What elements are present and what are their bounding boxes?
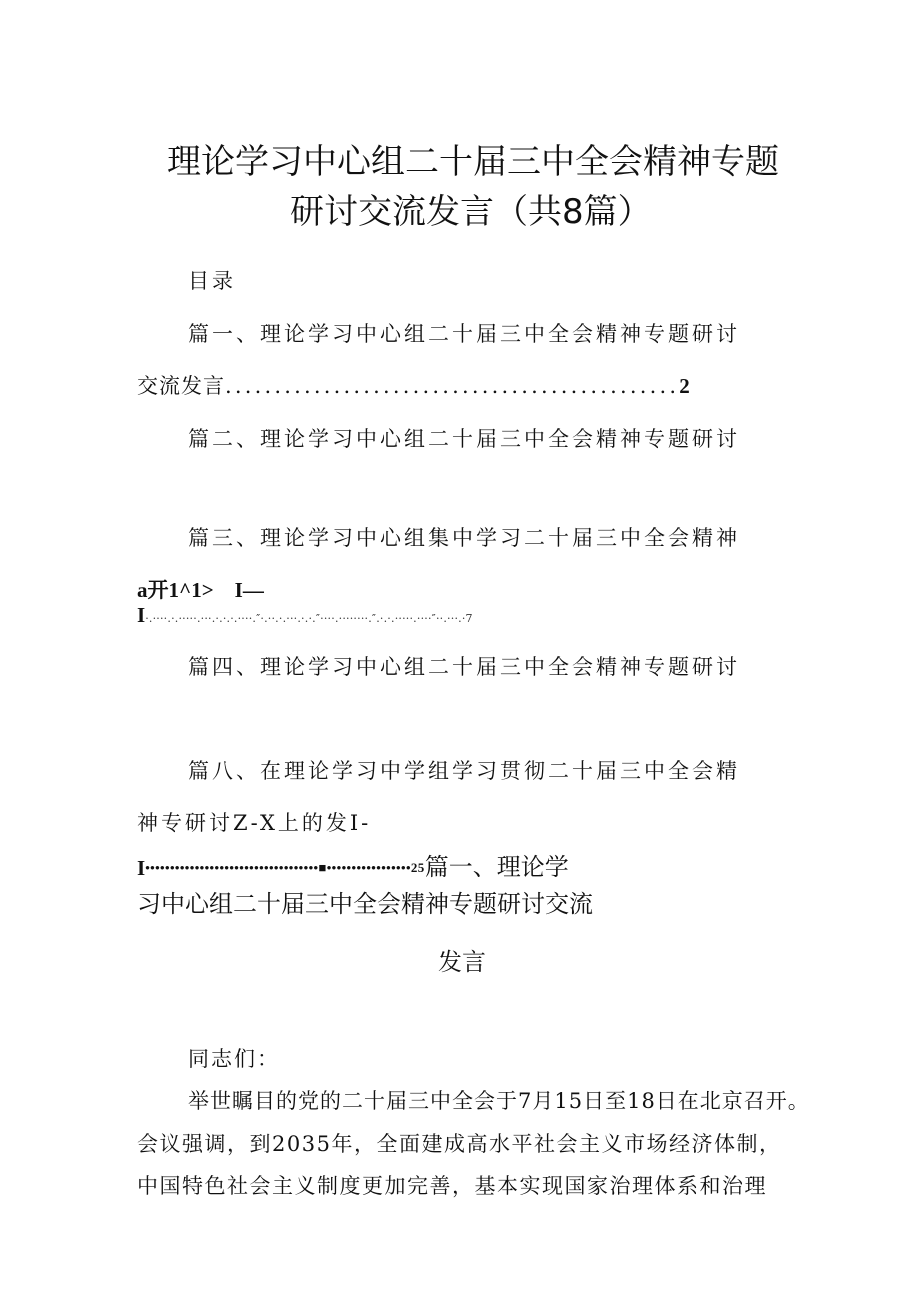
document-title-line2: 研讨交流发言（共8篇） (290, 192, 652, 232)
toc-item-1-line1: 篇一、理论学习中心组二十届三中全会精神专题研讨 (188, 322, 740, 346)
section-heading-line2: 发言 (438, 948, 486, 976)
toc-item-8-line1: 篇八、在理论学习中学组学习贯彻二十届三中全会精 (188, 759, 740, 783)
toc-item-3-lead: I (137, 603, 146, 627)
toc-item-3-garble-line: a开1^1> I— (137, 578, 264, 602)
toc-item-8-line3 (137, 847, 569, 882)
greeting: 同志们： (188, 1047, 280, 1071)
toc-item-3-dots: ·.····.·.·····.···.·.·.·.····.″·.··.·.···.·.·.″····.········.″.·.·.·····.····″··.···.·7 (145, 612, 473, 625)
section-heading-line1: 习中心组二十届三中全会精神专题研讨交流 (137, 890, 593, 918)
toc-item-4-line1: 篇四、理论学习中心组二十届三中全会精神专题研讨 (188, 655, 740, 679)
toc-item-8-line2 (137, 807, 371, 837)
toc-item-3-dots-line (137, 603, 473, 628)
document-title-line1: 理论学习中心组二十届三中全会精神专题 (167, 142, 779, 182)
toc-item-2-line1: 篇二、理论学习中心组二十届三中全会精神专题研讨 (188, 427, 740, 451)
paragraph-line: 举世瞩目的党的二十届三中全会于7月15日至18日在北京召开。 (188, 1089, 810, 1113)
toc-item-8-lead: I (137, 856, 146, 880)
toc-item-8-line2-text: 神专研讨Z-X上的发I- (137, 811, 372, 835)
toc-item-8-dots: •••••••••••••••••••••••••••••••••••■•••••••••••••••••25 (145, 860, 425, 875)
toc-item-1-page: 2 (679, 374, 691, 398)
paragraph-line: 中国特色社会主义制度更加完善，基本实现国家治理体系和治理 (137, 1174, 767, 1198)
toc-item-3-line1: 篇三、理论学习中心组集中学习二十届三中全会精神 (188, 526, 740, 550)
toc-item-1-text: 交流发言 (137, 374, 225, 398)
paragraph-line: 会议强调，到2035年，全面建成高水平社会主义市场经济体制， (137, 1132, 782, 1156)
section-heading-prefix: 篇一、理论学 (424, 853, 569, 881)
toc-item-1-line2 (137, 370, 691, 400)
toc-item-1-dots: .............................................. (225, 374, 680, 398)
toc-label: 目录 (188, 269, 236, 293)
